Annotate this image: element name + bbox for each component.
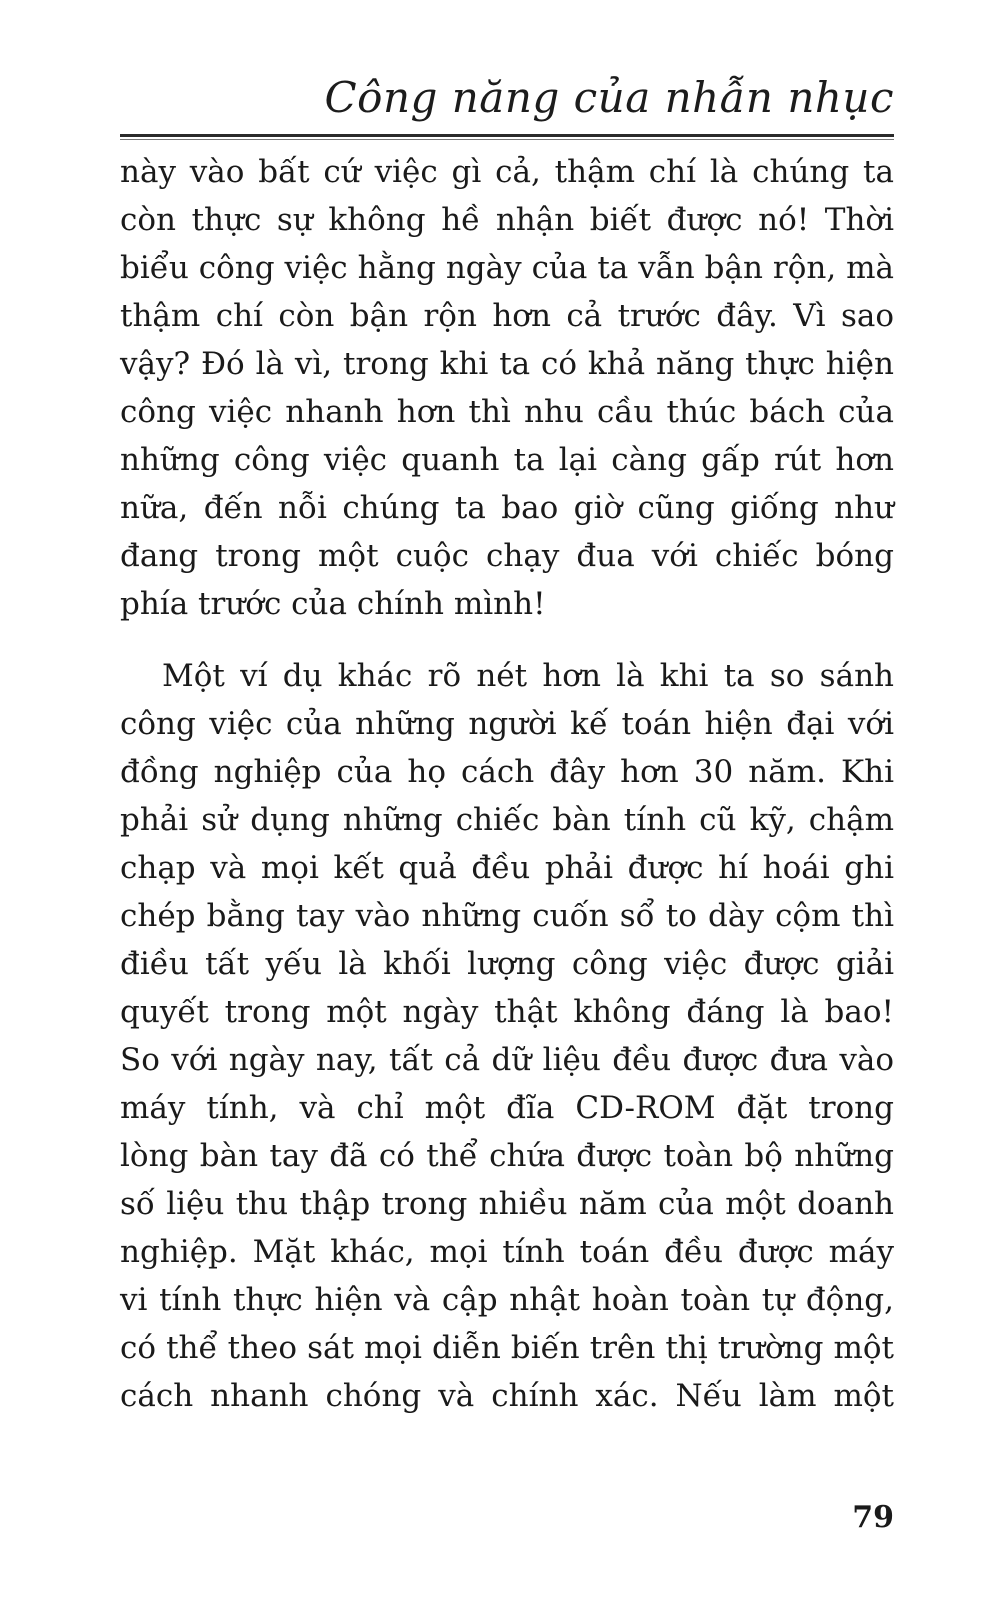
text-line: những công việc quanh ta lại càng gấp rút hơn bbox=[120, 442, 894, 478]
header-rule bbox=[120, 134, 894, 137]
page-number: 79 bbox=[852, 1500, 894, 1535]
paragraph-1 bbox=[120, 148, 894, 628]
text-line: vi tính thực hiện và cập nhật hoàn toàn tự động, bbox=[120, 1282, 894, 1318]
text-line: này vào bất cứ việc gì cả, thậm chí là chúng ta bbox=[120, 154, 894, 190]
text-line: đồng nghiệp của họ cách đây hơn 30 năm. Khi bbox=[120, 754, 894, 790]
text-line: công việc nhanh hơn thì nhu cầu thúc bách của bbox=[120, 394, 894, 430]
text-line: nữa, đến nỗi chúng ta bao giờ cũng giống như bbox=[120, 490, 894, 526]
text-line: đang trong một cuộc chạy đua với chiếc bóng bbox=[120, 538, 894, 574]
text-line: thậm chí còn bận rộn hơn cả trước đây. Vì sao bbox=[120, 298, 894, 334]
running-header-title: Công năng của nhẫn nhục bbox=[324, 73, 894, 122]
text-line: So với ngày nay, tất cả dữ liệu đều được đưa vào bbox=[120, 1042, 894, 1078]
text-line: số liệu thu thập trong nhiều năm của một doanh bbox=[120, 1186, 894, 1222]
text-line: quyết trong một ngày thật không đáng là bao! bbox=[120, 994, 894, 1030]
text-line: có thể theo sát mọi diễn biến trên thị trường một bbox=[120, 1330, 894, 1366]
body-text bbox=[120, 148, 894, 1420]
header-rule-thin bbox=[120, 139, 894, 140]
text-line: lòng bàn tay đã có thể chứa được toàn bộ những bbox=[120, 1138, 894, 1174]
text-line: cách nhanh chóng và chính xác. Nếu làm một bbox=[120, 1378, 894, 1414]
text-line: công việc của những người kế toán hiện đại với bbox=[120, 706, 894, 742]
text-line: chép bằng tay vào những cuốn sổ to dày cộm thì bbox=[120, 898, 894, 934]
text-line: chạp và mọi kết quả đều phải được hí hoái ghi bbox=[120, 850, 894, 886]
text-line: còn thực sự không hề nhận biết được nó! Thời bbox=[120, 202, 894, 238]
text-line: máy tính, và chỉ một đĩa CD-ROM đặt trong bbox=[120, 1090, 894, 1126]
text-line: nghiệp. Mặt khác, mọi tính toán đều được máy bbox=[120, 1234, 894, 1270]
text-line: phải sử dụng những chiếc bàn tính cũ kỹ, chậm bbox=[120, 802, 894, 838]
text-line: điều tất yếu là khối lượng công việc được giải bbox=[120, 946, 894, 982]
paragraph-2 bbox=[120, 652, 894, 1420]
text-line: vậy? Đó là vì, trong khi ta có khả năng thực hiện bbox=[120, 346, 894, 382]
text-line: biểu công việc hằng ngày của ta vẫn bận rộn, mà bbox=[120, 250, 894, 286]
text-line: phía trước của chính mình! bbox=[120, 586, 546, 622]
text-line: Một ví dụ khác rõ nét hơn là khi ta so sánh bbox=[162, 658, 894, 694]
